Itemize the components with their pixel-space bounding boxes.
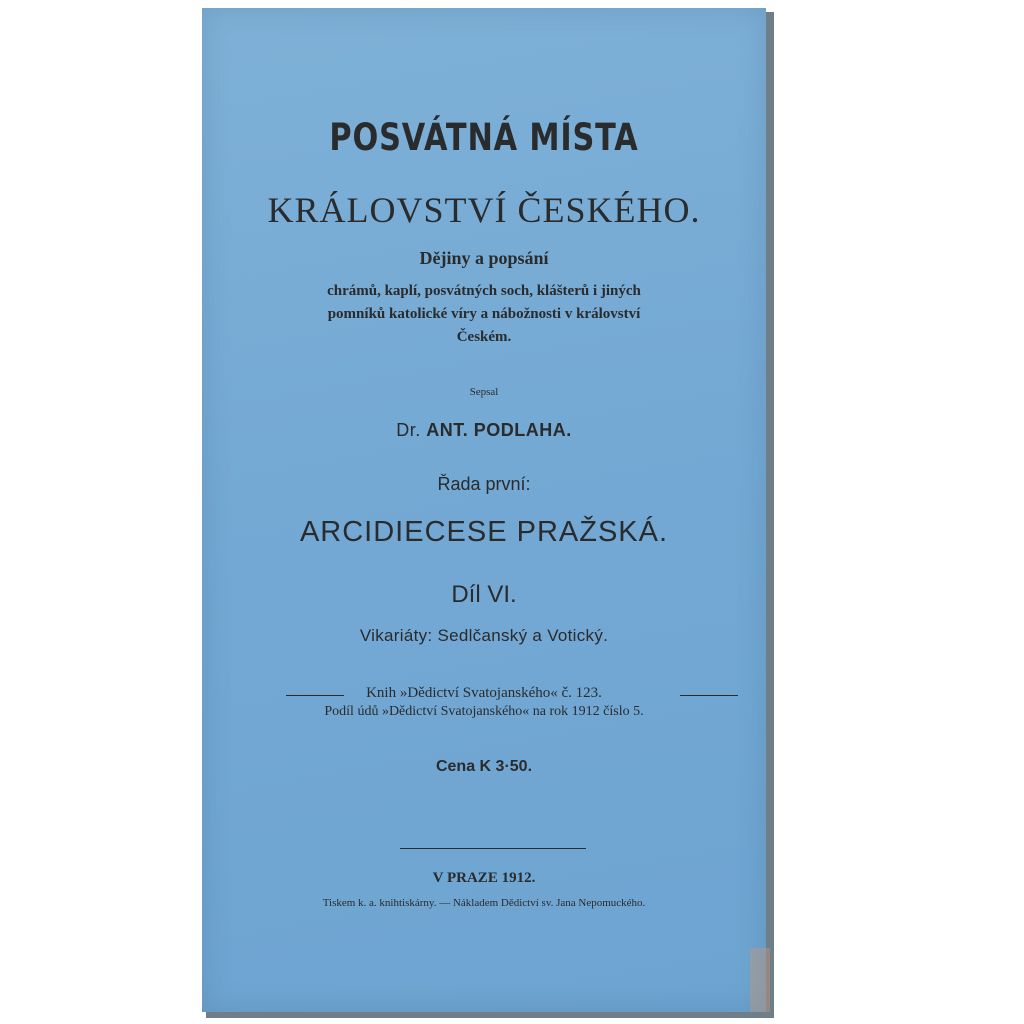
volume: Díl VI. [451,581,517,608]
price: Cena K 3·50. [435,758,533,775]
series-label: Řada první: [437,474,531,494]
series-title: ARCIDIECESE PRAŽSKÁ. [299,516,669,548]
place-year: V PRAZE 1912. [432,870,536,886]
description [202,280,766,349]
sepsal-label: Sepsal [469,386,499,398]
description-line: Českém. [456,329,512,345]
book-cover [202,8,766,1012]
publication-line-1: Knih »Dědictví Svatojanského« č. 123. [366,685,602,701]
author-name: ANT. PODLAHA. [426,420,572,440]
publication-line-2: Podíl údů »Dědictví Svatojanského« na rok 1912 číslo 5. [324,704,644,719]
vicariates: Vikariáty: Sedlčanský a Votický. [359,626,609,645]
edge-stain [750,948,770,1012]
title-line-2: KRÁLOVSTVÍ ČESKÉHO. [267,190,701,230]
title-line-1: POSVÁTNÁ MÍSTA [329,116,639,159]
author-prefix: Dr. [396,420,421,440]
subtitle: Dějiny a popsání [419,248,549,268]
divider-rule [400,848,586,849]
description-line: chrámů, kaplí, posvátných soch, klášterů i jiných [327,283,641,299]
description-line: pomníků katolické víry a nábožnosti v království [327,306,641,322]
printer-line: Tiskem k. a. knihtiskárny. — Nákladem Dědictví sv. Jana Nepomuckého. [322,897,646,909]
author [202,420,766,441]
